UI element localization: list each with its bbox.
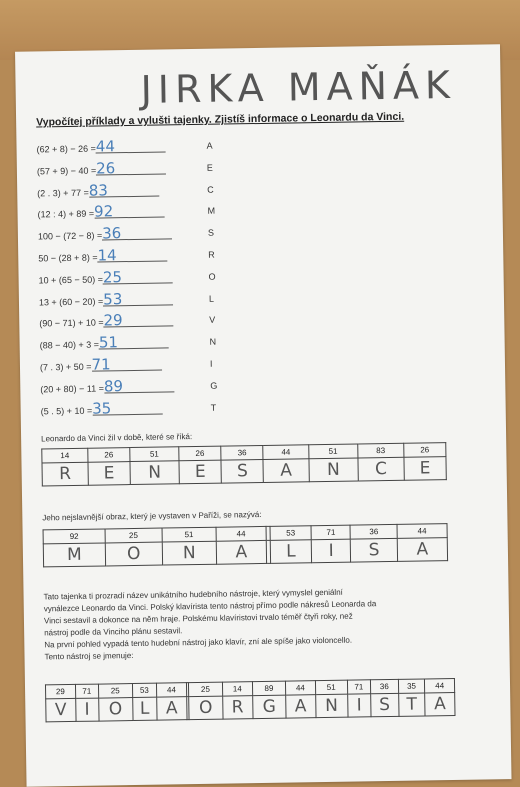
puzzle-number-cell: 44 — [285, 681, 315, 695]
paragraph-line: vynálezce Leonardo da Vinci. Polský klavírista tento nástroj přímo podle nákresů Leonarda da — [43, 599, 377, 614]
exercise-letter: T — [210, 402, 217, 413]
puzzle-letter-cell: O — [105, 542, 162, 566]
exercise-expression: 10 + (65 − 50) = — [38, 274, 103, 286]
exercise-expression: (62 + 8) − 26 = — [36, 143, 96, 155]
puzzle2-table — [43, 523, 449, 567]
puzzle-letter-cell: L — [132, 697, 157, 720]
paragraph-line: Na první pohled vypadá tento hudební nástroj jako klavír, zní ale spíše jako violoncello. — [44, 635, 353, 650]
exercise-letter: M — [207, 206, 216, 217]
puzzle-letter-cell: I — [347, 694, 371, 717]
puzzle-letter-cell: V — [46, 698, 76, 721]
paragraph-line: Tato tajenka ti prozradí název unikátního hudebního nástroje, který vymyslel geniální — [43, 587, 343, 602]
puzzle-letter-cell: G — [252, 695, 286, 719]
puzzle-number-cell: 25 — [188, 682, 222, 697]
puzzle-letter-cell: I — [311, 539, 350, 563]
exercise-row — [38, 289, 215, 309]
puzzle-letter-cell: L — [270, 540, 312, 564]
exercise-letter: G — [210, 380, 218, 391]
worksheet-title: Vypočítej příklady a vylušti tajenky. Zjistíš informace o Leonardu da Vinci. — [36, 110, 405, 129]
puzzle-number-cell: 92 — [43, 529, 105, 544]
puzzle-number-cell: 71 — [311, 525, 350, 540]
exercise-letter: C — [207, 184, 214, 195]
puzzle-letter-cell: E — [404, 457, 446, 481]
puzzle-number-cell: 51 — [130, 447, 179, 462]
paragraph-line: nástroj podle da Vinciho plánu sestavil. — [44, 626, 183, 638]
exercise-row — [40, 376, 218, 396]
exercise-answer: 25 — [103, 270, 173, 284]
exercise-answer: 51 — [99, 336, 169, 350]
puzzle-number-cell: 26 — [88, 448, 130, 463]
exercise-row — [39, 333, 217, 352]
puzzle-number-cell: 36 — [221, 445, 263, 460]
puzzle-letter-cell: A — [263, 459, 309, 483]
exercise-answer: 35 — [92, 401, 162, 415]
puzzle-letter-cell: A — [157, 697, 187, 720]
puzzle-number-cell: 71 — [347, 680, 370, 694]
puzzle-number-cell: 44 — [216, 526, 266, 541]
puzzle-number-cell: 51 — [162, 527, 216, 542]
puzzle-number-cell: 53 — [270, 526, 312, 541]
puzzle-number-cell: 26 — [404, 443, 446, 458]
puzzle-number-cell: 25 — [105, 528, 162, 543]
puzzle-number-cell: 44 — [425, 678, 455, 692]
exercise-letter: A — [206, 140, 213, 151]
exercise-letter: E — [206, 162, 213, 173]
exercise-row — [36, 137, 213, 156]
exercise-answer: 29 — [103, 314, 173, 328]
exercise-expression: 50 − (28 + 8) = — [38, 252, 98, 264]
puzzle-number-cell: 71 — [75, 684, 98, 698]
puzzle-letter-cell: E — [179, 460, 221, 484]
worksheet — [15, 44, 511, 787]
exercise-expression: (57 + 9) − 40 = — [36, 165, 97, 177]
puzzle1-table — [41, 442, 447, 486]
exercise-expression: 13 + (60 − 20) = — [38, 296, 104, 308]
exercise-row — [40, 398, 217, 418]
puzzle-letter-cell: N — [162, 541, 217, 565]
puzzle-number-cell: 26 — [179, 446, 221, 461]
puzzle-number-cell: 14 — [42, 448, 88, 463]
puzzle-letter-cell: A — [425, 692, 455, 715]
exercise-expression: (7 . 3) + 50 = — [39, 361, 92, 373]
exercise-answer: 92 — [94, 205, 164, 219]
exercise-expression: (90 − 71) + 10 = — [39, 317, 104, 329]
exercise-answer: 71 — [91, 358, 161, 372]
exercise-expression: (5 . 5) + 10 = — [40, 405, 93, 417]
puzzle-number-cell: 36 — [370, 679, 398, 693]
exercise-letter: O — [208, 271, 216, 282]
exercise-expression: (12 : 4) + 89 = — [37, 208, 95, 220]
exercise-answer: 14 — [97, 248, 167, 262]
puzzle-number-cell: 83 — [358, 443, 404, 458]
puzzle-number-cell: 53 — [132, 683, 157, 697]
exercise-row — [37, 224, 214, 243]
puzzle-number-cell: 14 — [222, 682, 252, 696]
puzzle-letter-cell: S — [371, 693, 399, 716]
puzzle-letter-cell: R — [42, 462, 88, 486]
puzzle-number-cell: 51 — [308, 444, 357, 459]
exercise-letter: S — [207, 227, 214, 238]
puzzle-number-cell: 36 — [350, 524, 397, 539]
puzzle-number-cell: 35 — [398, 679, 425, 693]
puzzle-letter-cell: E — [88, 462, 130, 486]
exercise-expression: (20 + 80) − 11 = — [40, 383, 105, 395]
puzzle-letter-cell: N — [315, 694, 347, 718]
instrument-paragraph — [44, 585, 465, 664]
exercise-row — [39, 311, 216, 330]
exercise-answer: 89 — [104, 379, 174, 393]
puzzle-number-cell: 51 — [315, 680, 347, 695]
puzzle-letter-cell: O — [189, 696, 223, 720]
puzzle-letter-cell: S — [221, 459, 264, 483]
puzzle2-question: Jeho nejslavnější obraz, který je vystaven v Paříži, se nazývá: — [42, 509, 262, 523]
exercise-answer: 36 — [102, 227, 172, 241]
exercise-expression: (2 . 3) + 77 = — [37, 187, 89, 199]
paragraph-line: Vinci sestavil a dokonce na něm hraje. Polskému klavíristovi trvalo téměř čtyři roky, než — [43, 611, 353, 626]
puzzle-letter-cell: C — [358, 457, 404, 481]
exercise-letter: L — [208, 293, 215, 304]
exercise-row — [39, 355, 213, 374]
paragraph-line: Tento nástroj se jmenuje: — [44, 651, 134, 662]
exercise-row — [36, 159, 213, 178]
puzzle-number-cell: 44 — [263, 445, 308, 460]
exercise-letter: I — [209, 358, 213, 369]
puzzle-letter-cell: S — [351, 538, 398, 562]
exercise-answer: 26 — [96, 161, 166, 175]
exercise-row — [38, 246, 215, 265]
exercise-row — [37, 180, 214, 200]
puzzle1-question: Leonardo da Vinci žil v době, které se říká: — [41, 432, 193, 444]
exercise-row — [38, 267, 216, 287]
puzzle-number-cell: 89 — [252, 681, 285, 696]
exercise-letter: N — [209, 336, 217, 347]
exercise-answer: 44 — [96, 139, 166, 153]
puzzle-letter-cell: N — [130, 461, 179, 485]
puzzle-number-cell: 25 — [98, 684, 132, 699]
puzzle-letter-cell: T — [398, 693, 425, 716]
puzzle-number-cell: 44 — [157, 683, 187, 697]
student-name: JIRKA MAŇÁK — [140, 62, 457, 112]
puzzle-number-cell: 44 — [397, 524, 447, 539]
puzzle-letter-cell: I — [75, 698, 99, 721]
exercise-expression: (88 − 40) + 3 = — [39, 339, 100, 351]
puzzle-letter-cell: N — [309, 458, 358, 482]
puzzle-number-cell: 29 — [45, 684, 75, 698]
puzzle-letter-cell: M — [43, 543, 105, 567]
puzzle-letter-cell: A — [397, 538, 447, 562]
exercise-letter: V — [209, 315, 216, 326]
exercise-row — [37, 202, 216, 221]
exercise-answer: 53 — [103, 292, 173, 306]
exercise-letter: R — [208, 249, 215, 260]
exercise-answer: 83 — [89, 183, 159, 197]
puzzle-letter-cell: O — [99, 698, 133, 722]
puzzle3-table — [45, 678, 456, 722]
puzzle-letter-cell: R — [222, 696, 252, 719]
puzzle-letter-cell: A — [216, 540, 266, 564]
exercise-expression: 100 − (72 − 8) = — [37, 230, 103, 242]
puzzle-letter-cell: A — [286, 695, 316, 718]
